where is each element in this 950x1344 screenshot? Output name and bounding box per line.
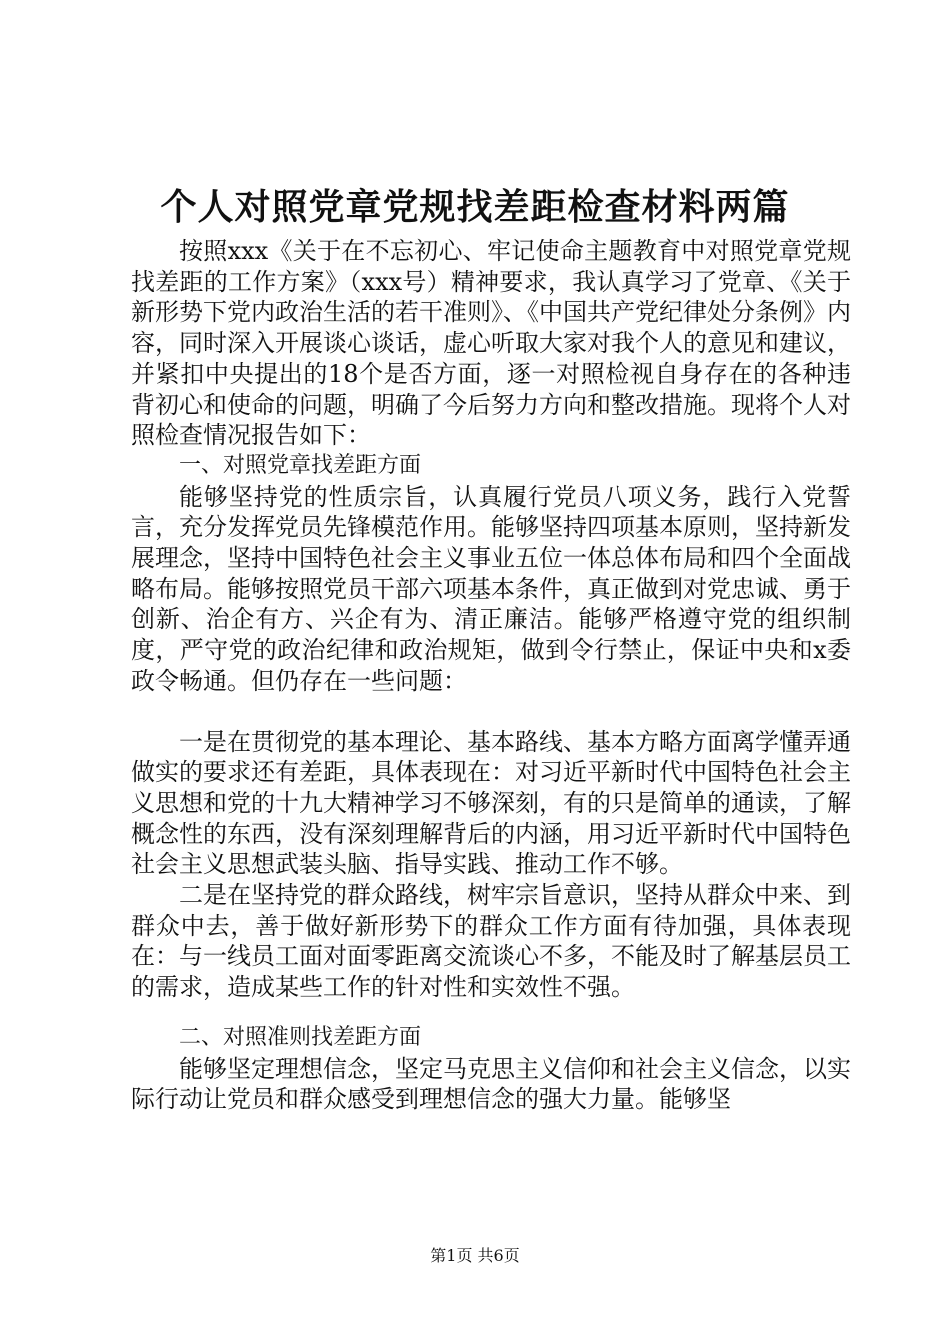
page-title: 个人对照党章党规找差距检查材料两篇 (160, 186, 790, 228)
section-heading-party-constitution: 一、对照党章找差距方面 (179, 452, 422, 478)
issue-paragraph-1: 一是在贯彻党的基本理论、基本路线、基本方略方面离学懂弄通做实的要求还有差距，具体表现在：对习近平新时代中国特色社会主义思想和党的十九大精神学习不够深刻，有的只是简单的通读，了解概念性的东西，没有深刻理解背后的内涵，用习近平新时代中国特色社会主义思想武装头脑、指导实践、推动工作不够。 (131, 727, 851, 879)
section1-paragraph: 能够坚持党的性质宗旨，认真履行党员八项义务，践行入党誓言，充分发挥党员先锋模范作用。能够坚持四项基本原则，坚持新发展理念，坚持中国特色社会主义事业五位一体总体布局和四个全面战略布局。能够按照党员干部六项基本条件，真正做到对党忠诚、勇于创新、治企有方、兴企有为、清正廉洁。能够严格遵守党的组织制度，严守党的政治纪律和政治规矩，做到令行禁止，保证中央和x委政令畅通。但仍存在一些问题： (131, 482, 851, 695)
issue-paragraph-2: 二是在坚持党的群众路线，树牢宗旨意识，坚持从群众中来、到群众中去，善于做好新形势下的群众工作方面有待加强，具体表现在：与一线员工面对面零距离交流谈心不多，不能及时了解基层员工的需求，造成某些工作的针对性和实效性不强。 (131, 881, 851, 1002)
page-number-footer: 第1页 共6页 (430, 1246, 520, 1265)
document-body (131, 236, 851, 1115)
intro-paragraph: 按照xxx《关于在不忘初心、牢记使命主题教育中对照党章党规找差距的工作方案》（xxx号）精神要求，我认真学习了党章、《关于新形势下党内政治生活的若干准则》、《中国共产党纪律处分条例》内容，同时深入开展谈心谈话，虚心听取大家对我个人的意见和建议，并紧扣中央提出的18个是否方面，逐一对照检视自身存在的各种违背初心和使命的问题，明确了今后努力方向和整改措施。现将个人对照检查情况报告如下： (131, 237, 851, 450)
section2-paragraph: 能够坚定理想信念，坚定马克思主义信仰和社会主义信念，以实际行动让党员和群众感受到理想信念的强大力量。能够坚 (131, 1054, 851, 1114)
paragraph-gap (131, 697, 851, 727)
section-heading-guidelines: 二、对照准则找差距方面 (179, 1024, 422, 1050)
paragraph-gap (131, 1003, 851, 1023)
